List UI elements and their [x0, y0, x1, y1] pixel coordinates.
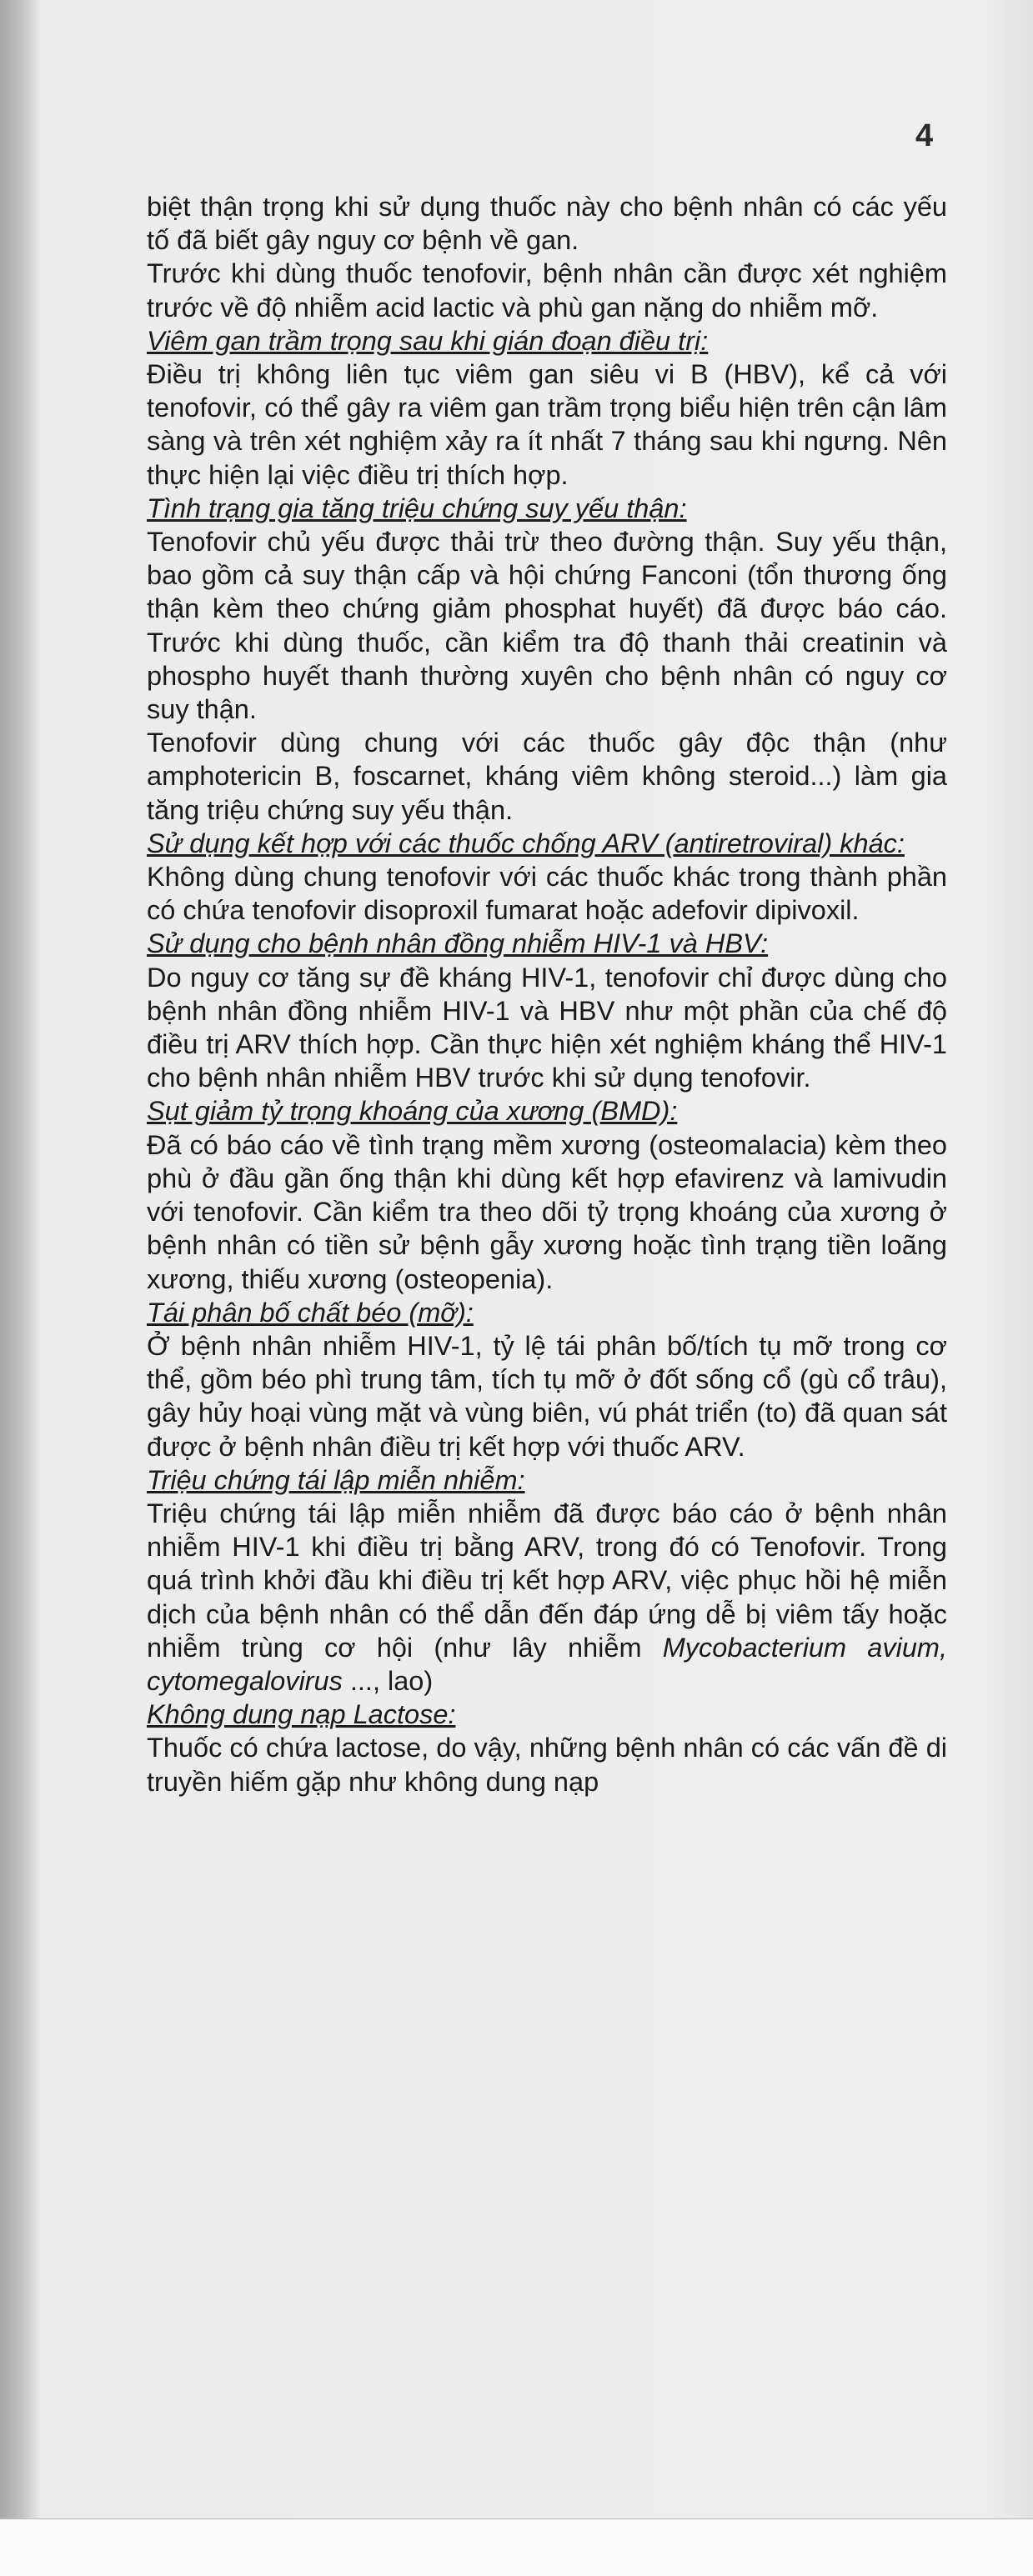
paragraph: Do nguy cơ tăng sự đề kháng HIV-1, tenofovir chỉ được dùng cho bệnh nhân đồng nhiễm HIV-1 và HBV như một phần của chế độ điều trị ARV thích hợp. Cần thực hiện xét nghiệm kháng thể HIV-1 cho bệnh nhân nhiễm HBV trước khi sử dụng tenofovir.	[147, 962, 947, 1093]
paragraph: Đã có báo cáo về tình trạng mềm xương (osteomalacia) kèm theo phù ở đầu gần ống thận khi dùng kết hợp efavirenz và lamivudin với tenofovir. Cần kiểm tra theo dõi tỷ trọng khoáng của xương ở bệnh nhân có tiền sử bệnh gẫy xương hoặc tình trạng tiền loãng xương, thiếu xương (osteopenia).	[147, 1129, 947, 1294]
paragraph-tail: ..., lao)	[349, 1665, 434, 1696]
document-body	[147, 190, 947, 1798]
section-heading: Triệu chứng tái lập miễn nhiễm:	[147, 1464, 525, 1495]
section-heading: Không dung nạp Lactose:	[147, 1699, 456, 1730]
paragraph: Điều trị không liên tục viêm gan siêu vi B (HBV), kể cả với tenofovir, có thể gây ra viêm gan trầm trọng biểu hiện trên cận lâm sàng và trên xét nghiệm xảy ra ít nhất 7 tháng sau khi ngưng. Nên thực hiện lại việc điều trị thích hợp.	[147, 359, 947, 490]
paragraph: Thuốc có chứa lactose, do vậy, những bệnh nhân có các vấn đề di truyền hiếm gặp như không dung nạp	[147, 1733, 947, 1797]
section-heading: Tái phân bố chất béo (mỡ):	[147, 1297, 474, 1328]
page-bottom-margin	[0, 2518, 1033, 2576]
paragraph: Tenofovir dùng chung với các thuốc gây độc thận (như amphotericin B, foscarnet, kháng viêm không steroid...) làm gia tăng triệu chứng suy yếu thận.	[147, 728, 947, 825]
section-heading: Sử dụng kết hợp với các thuốc chống ARV (antiretroviral) khác:	[147, 828, 905, 858]
paragraph: Tenofovir chủ yếu được thải trừ theo đường thận. Suy yếu thận, bao gồm cả suy thận cấp và hội chứng Fanconi (tổn thương ống thận kèm theo chứng giảm phosphat huyết) đã được báo cáo. Trước khi dùng thuốc, cần kiểm tra độ thanh thải creatinin và phospho huyết thanh thường xuyên cho bệnh nhân có nguy cơ suy thận.	[147, 527, 947, 725]
paragraph	[147, 1497, 947, 1698]
paragraph-text: Triệu chứng tái lập miễn nhiễm đã được báo cáo ở bệnh nhân nhiễm HIV-1 khi điều trị bằng ARV, trong đó có Tenofovir. Trong quá trình khởi đầu khi điều trị kết hợp ARV, việc phục hồi hệ miễn dịch của bệnh nhân có thể dẫn đến đáp ứng dễ bị viêm tấy hoặc nhiễm trùng cơ hội (như lây nhiễm	[147, 1498, 947, 1663]
paragraph: Trước khi dùng thuốc tenofovir, bệnh nhân cần được xét nghiệm trước về độ nhiễm acid lactic và phù gan nặng do nhiễm mỡ.	[147, 258, 947, 323]
section-heading: Viêm gan trầm trọng sau khi gián đoạn điều trị:	[147, 325, 709, 356]
page-number: 4	[915, 118, 934, 153]
binding-shadow	[0, 0, 40, 2519]
organism-names: Mycobacterium avium, cytomegalovirus	[147, 1632, 947, 1696]
paragraph: Ở bệnh nhân nhiễm HIV-1, tỷ lệ tái phân bố/tích tụ mỡ trong cơ thể, gồm béo phì trung tâm, tích tụ mỡ ở đốt sống cổ (gù cổ trâu), gây hủy hoại vùng mặt và vùng biên, vú phát triển (to) đã quan sát được ở bệnh nhân điều trị kết hợp với thuốc ARV.	[147, 1330, 947, 1462]
paragraph: Không dùng chung tenofovir với các thuốc khác trong thành phần có chứa tenofovir disoproxil fumarat hoặc adefovir dipivoxil.	[147, 862, 947, 926]
paragraph: biệt thận trọng khi sử dụng thuốc này cho bệnh nhân có các yếu tố đã biết gây nguy cơ bệnh về gan.	[147, 192, 947, 256]
section-heading: Sụt giảm tỷ trọng khoáng của xương (BMD):	[147, 1096, 678, 1127]
section-heading: Tình trạng gia tăng triệu chứng suy yếu thận:	[147, 493, 687, 523]
section-heading: Sử dụng cho bệnh nhân đồng nhiễm HIV-1 và HBV:	[147, 928, 769, 959]
